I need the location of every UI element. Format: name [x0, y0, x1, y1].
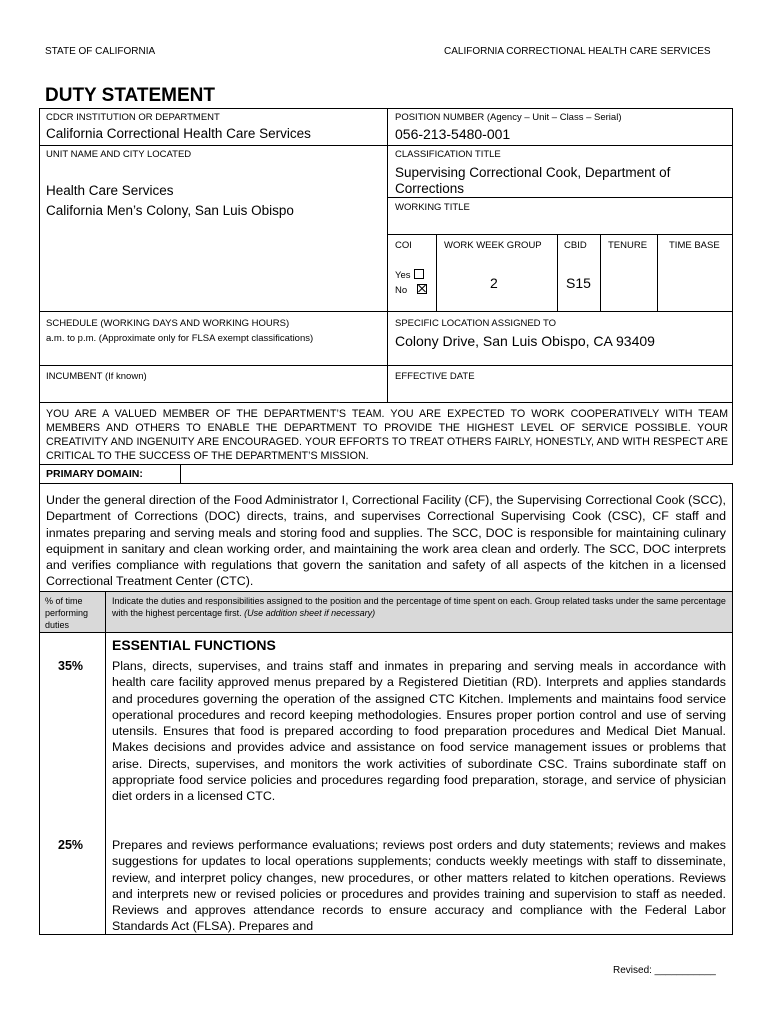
cbid-value: S15 — [566, 275, 591, 291]
mission-cell — [39, 402, 733, 465]
timebase-label: TIME BASE — [669, 240, 720, 251]
coi-cell — [387, 234, 437, 312]
tenure-label: TENURE — [608, 240, 648, 251]
revised-footer: Revised: ___________ — [613, 965, 716, 976]
unit-line2: California Men’s Colony, San Luis Obispo — [46, 203, 294, 218]
primary-domain-text: Under the general direction of the Food Administrator I, Correctional Facility (CF), the Supervising Correctional Cook (SCC), Department of Corrections (DOC) directs, trains, and supervises Correctional Supervising Cook (CSC), CF staff and inmates preparing and serving meals and storing food and supplies. The SCC, DOC is responsible for maintaining culinary equipment in sanitary and clean working order, and maintaining the work area clean and orderly. The SCC, DOC interprets and verifies compliance with regulations that govern the sanitation and safety of all aspects of the kitchen in a licensed Correctional Treatment Center (CTC). — [46, 493, 726, 589]
primary-domain-label: PRIMARY DOMAIN: — [46, 468, 143, 480]
classification-cell — [387, 145, 733, 198]
timebase-cell — [657, 234, 733, 312]
instructions-text: Indicate the duties and responsibilities assigned to the position and the percentage of time spent on each. Group related tasks under the same percentage with the highest percentage first. — [112, 596, 726, 618]
cbid-cell — [557, 234, 601, 312]
position-cell — [387, 108, 733, 146]
institution-value: California Correctional Health Care Services — [46, 126, 311, 141]
percent-header-cell — [39, 591, 106, 633]
instructions — [112, 595, 728, 619]
institution-label: CDCR INSTITUTION OR DEPARTMENT — [46, 112, 220, 123]
incumbent-cell — [39, 365, 388, 403]
instructions-cell — [105, 591, 733, 633]
schedule-cell — [39, 311, 388, 366]
duty-percent-1: 35% — [58, 659, 84, 673]
position-label: POSITION NUMBER (Agency – Unit – Class – Serial) — [395, 112, 622, 123]
unit-line1: Health Care Services — [46, 183, 174, 198]
classification-value: Supervising Correctional Cook, Department of Corrections — [395, 165, 671, 196]
schedule-label: SCHEDULE (WORKING DAYS AND WORKING HOURS) — [46, 318, 290, 329]
classification-label: CLASSIFICATION TITLE — [395, 149, 501, 160]
position-value: 056-213-5480-001 — [395, 126, 511, 142]
effective-cell — [387, 365, 733, 403]
coi-no-checkbox[interactable] — [417, 284, 427, 294]
working-title-cell — [387, 197, 733, 235]
cbid-label: CBID — [564, 240, 587, 251]
effective-label: EFFECTIVE DATE — [395, 371, 475, 382]
institution-cell — [39, 108, 388, 146]
instructions-italic: (Use addition sheet if necessary) — [244, 608, 376, 618]
tenure-cell — [600, 234, 658, 312]
percent-header: % of time performing duties — [45, 596, 89, 630]
schedule-note: a.m. to p.m. (Approximate only for FLSA exempt classifications) — [46, 333, 314, 344]
location-cell — [387, 311, 733, 366]
location-label: SPECIFIC LOCATION ASSIGNED TO — [395, 318, 557, 329]
mission-statement: YOU ARE A VALUED MEMBER OF THE DEPARTMENT’S TEAM. YOU ARE EXPECTED TO WORK COOPERATIVELY WITH TEAM MEMBERS AND OTHERS TO ENABLE THE DEPARTMENT TO PROVIDE THE HIGHEST LEVEL OF SERVICE POSSIBLE. YOUR CREATIVITY AND INGENUITY ARE ENCOURAGED. YOUR EFFORTS TO TREAT OTHERS FAIRLY, HONESTLY, AND WITH RESPECT ARE CRITICAL TO THE SUCCESS OF THE DEPARTMENT’S MISSION. — [46, 408, 728, 462]
wwg-value: 2 — [490, 275, 498, 291]
coi-label: COI — [395, 240, 412, 251]
working-title-label: WORKING TITLE — [395, 202, 470, 213]
essential-functions-title: ESSENTIAL FUNCTIONS — [112, 637, 276, 653]
unit-label: UNIT NAME AND CITY LOCATED — [46, 149, 192, 160]
coi-yes-checkbox[interactable] — [414, 269, 424, 279]
wwg-label: WORK WEEK GROUP — [444, 240, 542, 251]
primary-domain-cell — [39, 483, 733, 592]
incumbent-label: INCUMBENT (If known) — [46, 371, 147, 382]
duty-percent-2: 25% — [58, 838, 84, 852]
header-right: CALIFORNIA CORRECTIONAL HEALTH CARE SERVICES — [444, 46, 711, 57]
page-title: DUTY STATEMENT — [45, 85, 215, 106]
coi-no[interactable] — [395, 284, 427, 296]
coi-no-label: No — [395, 285, 408, 296]
coi-yes[interactable] — [395, 269, 424, 281]
wwg-cell — [436, 234, 558, 312]
location-value: Colony Drive, San Luis Obispo, CA 93409 — [395, 333, 655, 349]
unit-cell — [39, 145, 388, 312]
coi-yes-label: Yes — [395, 270, 411, 281]
duty-text-1: Plans, directs, supervises, and trains staff and inmates in preparing and serving meals in accordance with health care facility approved menus prepared by a Registered Dietitian (RD). Interprets and applies standards and procedures governing the operation of the assigned CTC Kitchen. Implements and maintains food service operational procedures and record keeping methodologies. Ensures proper portion control and use of serving utensils. Ensures that food is prepared according to food preparation procedures and Medical Diet Manual. Makes decisions and provides advice and assistance on food service management issues or problems that arise. Directs, supervises, and monitors the work activities of subordinate CSC. Trains subordinate staff on appropriate food service policies and procedures regarding food preparation, storage, and service of physician diet orders in a licensed CTC. — [112, 659, 726, 804]
duty-text-2: Prepares and reviews performance evaluations; reviews post orders and duty statements; reviews and makes suggestions for updates to local operations supplements; conducts weekly meetings with staff to disseminate, review, and interpret policy changes, new procedures, or other matters related to kitchen operations. Reviews and interprets new or revised policies or procedures and provides training and supervision to staff as needed. Reviews and approves attendance records to ensure accuracy and compliance with the Federal Labor Standards Act (FLSA). Prepares and — [112, 838, 726, 934]
duties-column — [105, 632, 733, 935]
header-left: STATE OF CALIFORNIA — [45, 46, 156, 57]
percent-column — [39, 632, 106, 935]
primary-domain-label-cell — [39, 464, 181, 484]
